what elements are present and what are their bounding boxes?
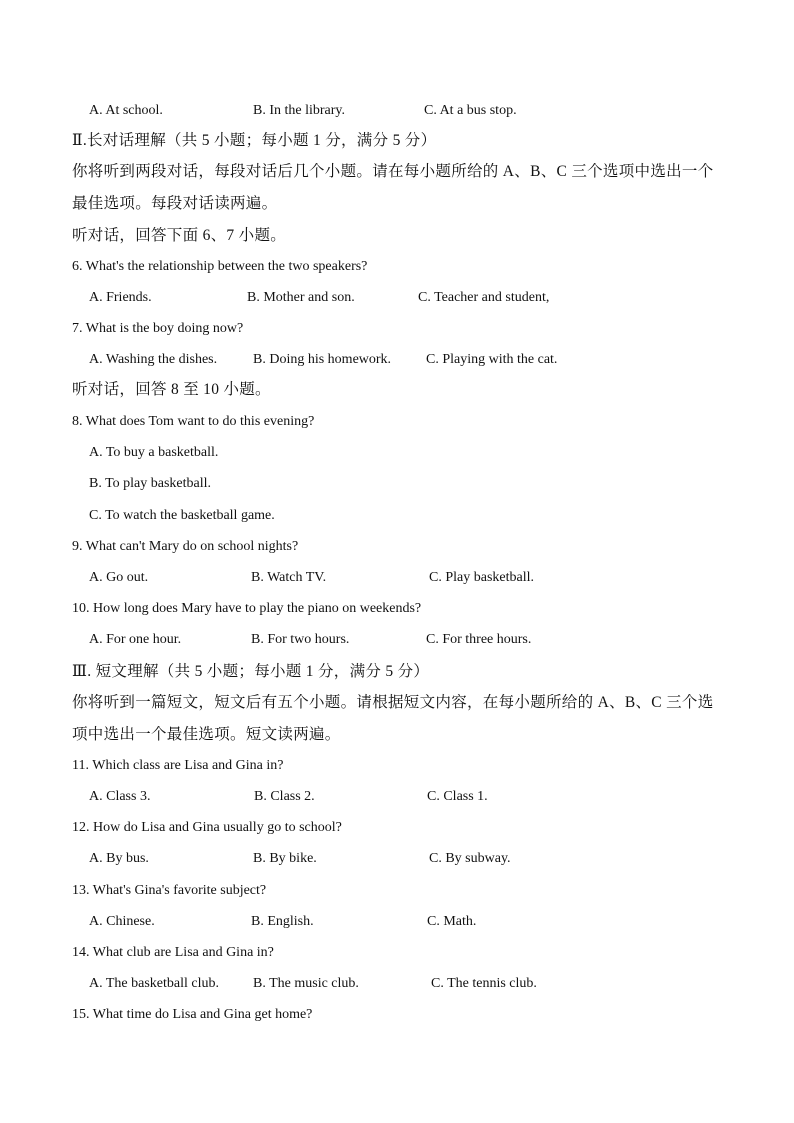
q12-option-b: B. By bike. — [253, 851, 317, 866]
question-14: 14. What club are Lisa and Gina in? — [72, 945, 274, 960]
section3-instructions-2: 项中选出一个最佳选项。短文读两遍。 — [72, 726, 341, 743]
q10-option-b: B. For two hours. — [251, 632, 350, 647]
q12-option-c: C. By subway. — [429, 851, 511, 866]
section3-header: Ⅲ. 短文理解（共 5 小题；每小题 1 分，满分 5 分） — [72, 663, 430, 680]
section2-header: Ⅱ.长对话理解（共 5 小题；每小题 1 分，满分 5 分） — [72, 132, 437, 149]
question-15: 15. What time do Lisa and Gina get home? — [72, 1007, 313, 1022]
q14-option-c: C. The tennis club. — [431, 976, 537, 991]
q6-option-c: C. Teacher and student, — [418, 290, 550, 305]
q14-option-b: B. The music club. — [253, 976, 359, 991]
question-8: 8. What does Tom want to do this evening? — [72, 414, 315, 429]
q13-option-b: B. English. — [251, 914, 314, 929]
q9-option-a: A. Go out. — [89, 570, 149, 585]
q9-option-c: C. Play basketball. — [429, 570, 534, 585]
q11-option-b: B. Class 2. — [254, 789, 315, 804]
q6-option-a: A. Friends. — [89, 290, 152, 305]
question-12: 12. How do Lisa and Gina usually go to school? — [72, 820, 342, 835]
q11-option-a: A. Class 3. — [89, 789, 151, 804]
q5-option-b: B. In the library. — [253, 103, 346, 118]
q8-option-b: B. To play basketball. — [89, 476, 212, 491]
q13-option-c: C. Math. — [427, 914, 477, 929]
question-7: 7. What is the boy doing now? — [72, 321, 244, 336]
q8-option-c: C. To watch the basketball game. — [89, 508, 275, 523]
question-13: 13. What's Gina's favorite subject? — [72, 883, 267, 898]
section2-instructions-2: 最佳选项。每段对话读两遍。 — [72, 195, 278, 212]
section3-instructions-1: 你将听到一篇短文，短文后有五个小题。请根据短文内容，在每小题所给的 A、B、C 三个选 — [72, 694, 714, 711]
question-10: 10. How long does Mary have to play the piano on weekends? — [72, 601, 422, 616]
dialog1-intro: 听对话，回答下面 6、7 小题。 — [72, 227, 287, 244]
q14-option-a: A. The basketball club. — [89, 976, 219, 991]
dialog2-intro: 听对话，回答 8 至 10 小题。 — [72, 381, 271, 398]
question-11: 11. Which class are Lisa and Gina in? — [72, 758, 284, 773]
question-9: 9. What can't Mary do on school nights? — [72, 539, 299, 554]
q10-option-a: A. For one hour. — [89, 632, 182, 647]
q8-option-a: A. To buy a basketball. — [89, 445, 219, 460]
section2-instructions-1: 你将听到两段对话，每段对话后几个小题。请在每小题所给的 A、B、C 三个选项中选出一个 — [72, 163, 714, 180]
q9-option-b: B. Watch TV. — [251, 570, 327, 585]
q7-option-b: B. Doing his homework. — [253, 352, 392, 367]
q5-option-c: C. At a bus stop. — [424, 103, 517, 118]
q7-option-c: C. Playing with the cat. — [426, 352, 558, 367]
q7-option-a: A. Washing the dishes. — [89, 352, 218, 367]
q11-option-c: C. Class 1. — [427, 789, 488, 804]
q12-option-a: A. By bus. — [89, 851, 149, 866]
q13-option-a: A. Chinese. — [89, 914, 155, 929]
question-6: 6. What's the relationship between the two speakers? — [72, 259, 368, 274]
q10-option-c: C. For three hours. — [426, 632, 532, 647]
q6-option-b: B. Mother and son. — [247, 290, 355, 305]
q5-option-a: A. At school. — [89, 103, 163, 118]
